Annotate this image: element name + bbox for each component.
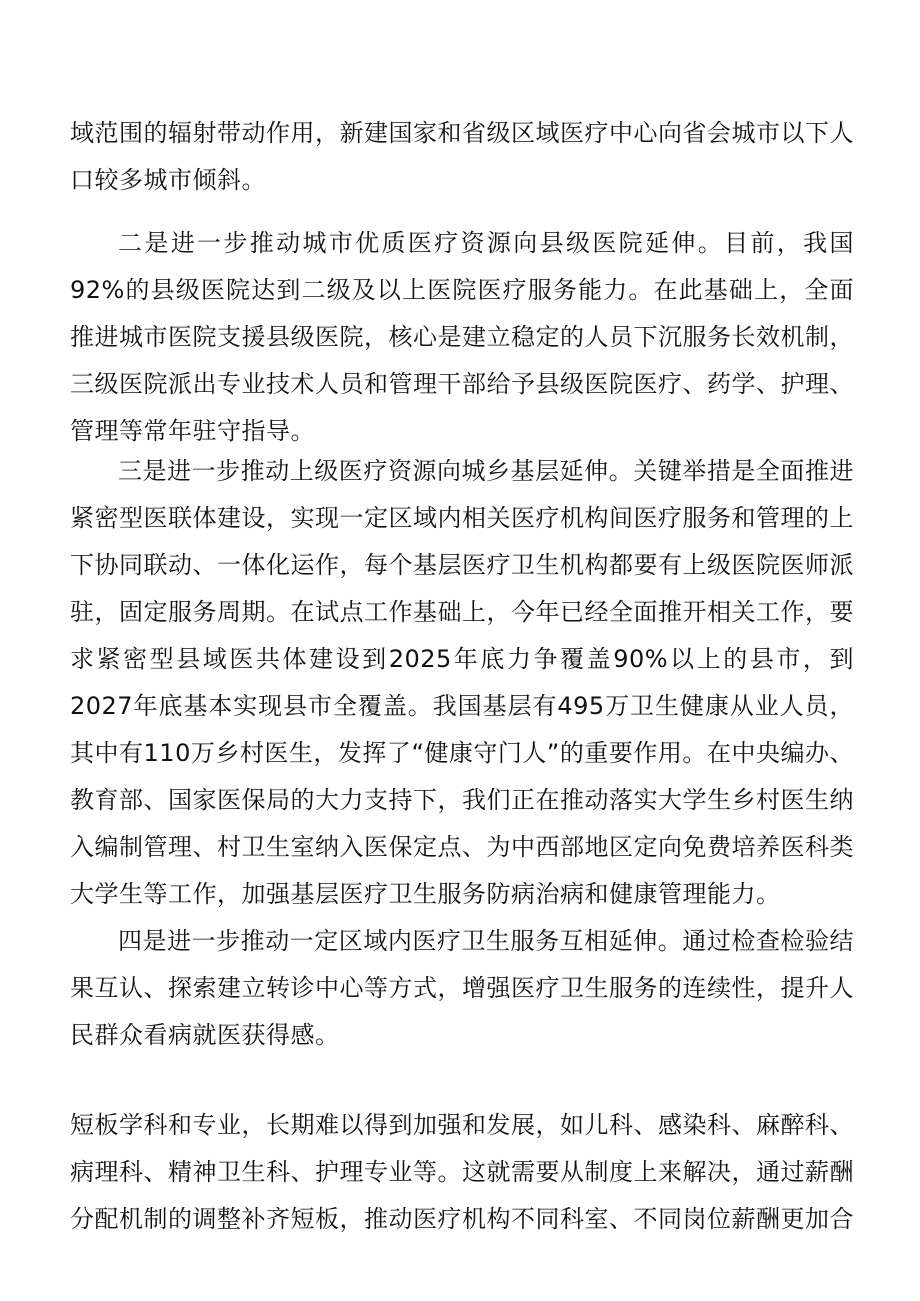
paragraph-regional-centers: 域范围的辐射带动作用，新建国家和省级区域医疗中心向省会城市以下人口较多城市倾斜。 bbox=[70, 119, 854, 194]
paragraph-regional-extension: 四是进一步推动一定区域内医疗卫生服务互相延伸。通过检查检验结果互认、探索建立转诊中心等方式，增强医疗卫生服务的连续性，提升人民群众看病就医获得感。 bbox=[70, 927, 854, 1049]
paragraph-weak-disciplines: 短板学科和专业，长期难以得到加强和发展，如儿科、感染科、麻醉科、病理科、精神卫生科、护理专业等。这就需要从制度上来解决，通过薪酬分配机制的调整补齐短板，推动医疗机构不同科室、不同岗位薪酬更加合 bbox=[70, 1111, 854, 1233]
paragraph-grassroots: 三是进一步推动上级医疗资源向城乡基层延伸。关键举措是全面推进紧密型医联体建设，实现一定区域内相关医疗机构间医疗服务和管理的上下协同联动、一体化运作，每个基层医疗卫生机构都要有上级医院医师派驻，固定服务周期。在试点工作基础上，今年已经全面推开相关工作，要求紧密型县域医共体建设到2025年底力争覆盖90%以上的县市，到2027年底基本实现县市全覆盖。我国基层有495万卫生健康从业人员，其中有110万乡村医生，发挥了“健康守门人”的重要作用。在中央编办、教育部、国家医保局的大力支持下，我们正在推动落实大学生乡村医生纳入编制管理、村卫生室纳入医保定点、为中西部地区定向免费培养医科类大学生等工作，加强基层医疗卫生服务防病治病和健康管理能力。 bbox=[70, 457, 854, 908]
paragraph-county-hospitals: 二是进一步推动城市优质医疗资源向县级医院延伸。目前，我国92%的县级医院达到二级及以上医院医疗服务能力。在此基础上，全面推进城市医院支援县级医院，核心是建立稳定的人员下沉服务长效机制，三级医院派出专业技术人员和管理干部给予县级医院医疗、药学、护理、管理等常年驻守指导。 bbox=[70, 229, 854, 445]
